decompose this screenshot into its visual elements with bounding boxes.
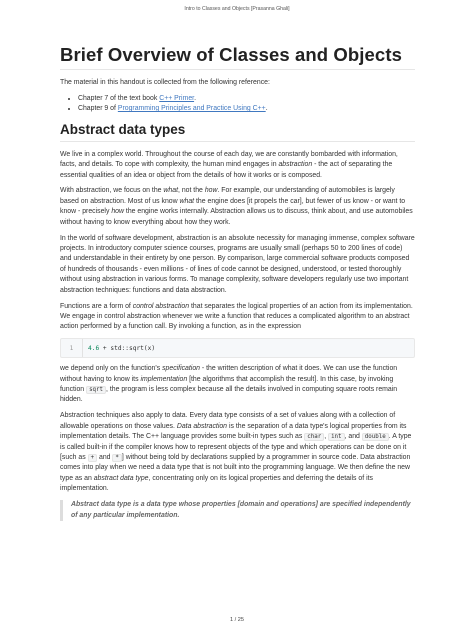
reference-list bbox=[78, 94, 415, 115]
paragraph-6: Abstraction techniques also apply to data. Every data type consists of a set of values along with a collection of allowable operations on those values. Data abstraction is the separation of a data type's logical properties from its implementation details. The C++ language provides some built-in types such as char , int , and double . A type is called built-in if the compiler knows how to represent objects of the type and which operations can be done on it [such as + and * ] without being told by declarations supplied by a programmer in source code. Data abstraction comes into play when we need a data type that is not built into the programming language. We then define the new type as an abstract data type, concentrating only on its logical properties and deferring the details of its implementation. bbox=[60, 412, 412, 493]
line-number: 1 bbox=[61, 339, 83, 357]
inline-code: + bbox=[88, 454, 98, 462]
paragraph-2: With abstraction, we focus on the what, not the how. For example, our understanding of automobiles is largely based on abstraction. Most of us know what the engine does [it propels the car], but fewer of us know - or want to know - precisely how the engine works internally. Abstraction allows us to discuss, think about, and use automobiles without having to know everything about how they work. bbox=[60, 187, 413, 226]
document-title: Brief Overview of Classes and Objects bbox=[60, 44, 415, 70]
ppp-link[interactable]: Programming Principles and Practice Using C++ bbox=[117, 105, 266, 113]
reference-item: • Chapter 7 of the text book C++ Primer. bbox=[78, 94, 415, 104]
paragraph-3: In the world of software development, abstraction is an absolute necessity for managing immense, complex software projects. In introductory computer science courses, programs are usually small (perhaps 50 to 200 lines of code) and understandable in their entirety by one person. By comparison, large commercial software products composed of hundreds of thousands - even millions - of lines of code cannot be designed, understood, or tested thoroughly without using abstraction in various forms. To manage complexity, software developers regularly use two important abstraction techniques: functions and data abstraction. bbox=[60, 234, 415, 294]
paragraph-5: we depend only on the function's specification - the written description of what it does. We can use the function without having to know its implementation [the algorithms that accomplish the result]. In this case, by invoking function sqrt , the program is less complex because all the details involved in computing square roots remain hidden. bbox=[60, 365, 398, 404]
inline-code: * bbox=[112, 454, 122, 462]
inline-code: sqrt bbox=[86, 386, 106, 394]
page-number: 1 / 25 bbox=[230, 617, 244, 623]
inline-code: int bbox=[328, 433, 344, 441]
code-block bbox=[60, 338, 415, 358]
reference-item: • Chapter 9 of Programming Principles and Practice Using C++. bbox=[78, 104, 415, 114]
inline-code: double bbox=[362, 433, 389, 441]
paragraph-1: We live in a complex world. Throughout the course of each day, we are constantly bombarded with information, facts, and details. To cope with complexity, the human mind engages in abstraction - the act of separating the essential qualities of an idea or object from the details of how it works or is composed. bbox=[60, 150, 398, 179]
intro-text: The material in this handout is collected from the following reference: bbox=[60, 79, 270, 86]
document-content bbox=[60, 44, 415, 521]
definition-quote: Abstract data type is a data type whose properties [domain and operations] are specified independently of any particular implementation. bbox=[60, 500, 415, 521]
code-line: 4.6 + std::sqrt(x) bbox=[88, 344, 156, 352]
inline-code: char bbox=[304, 433, 324, 441]
page-header: Intro to Classes and Objects [Prasanna Ghali] bbox=[184, 6, 290, 12]
paragraph-4: Functions are a form of control abstraction that separates the logical properties of an action from its implementation. We engage in control abstraction whenever we write a function that reduces a complicated algorithm to an abstract action performed by a function call. By invoking a function, as in the expression bbox=[60, 302, 413, 331]
section-heading: Abstract data types bbox=[60, 121, 415, 142]
cpp-primer-link[interactable]: C++ Primer bbox=[159, 94, 195, 102]
